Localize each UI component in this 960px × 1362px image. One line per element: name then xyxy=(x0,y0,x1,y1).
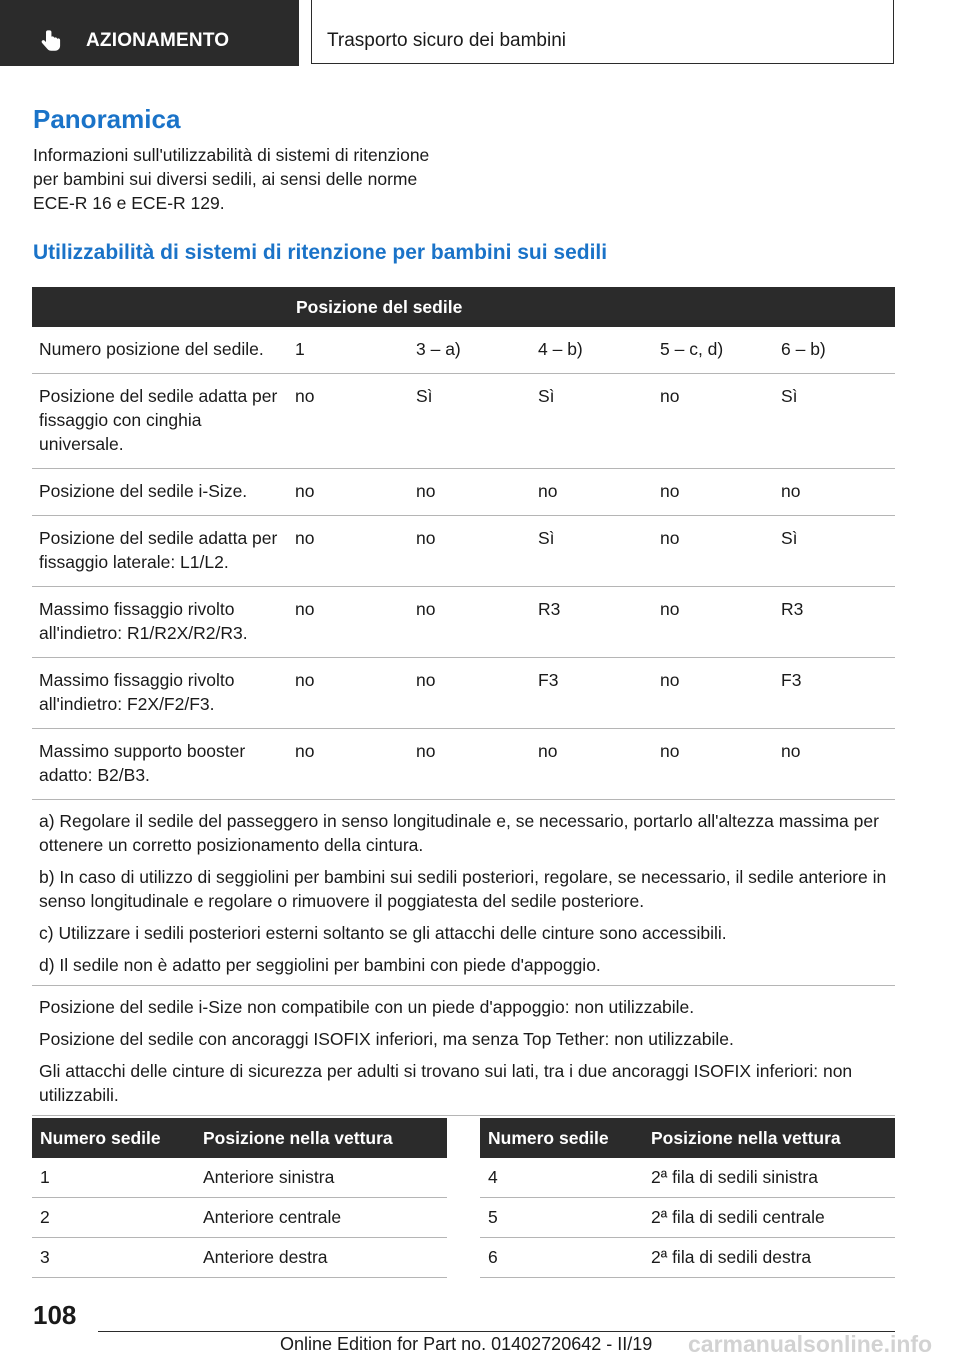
table-cell: 6 – b) xyxy=(774,327,895,374)
page-number: 108 xyxy=(33,1300,77,1330)
section-label: AZIONAMENTO xyxy=(86,30,230,51)
table-row xyxy=(32,1198,447,1238)
seat-number: 4 xyxy=(480,1158,643,1198)
seat-table-left xyxy=(32,1118,447,1278)
note: Gli attacchi delle cinture di sicurezza per adulti si trovano sui lati, tra i due ancoraggi ISOFIX inferiori: non utilizzabili. xyxy=(39,1061,853,1105)
table-cell: no xyxy=(288,374,409,469)
hand-pointer-icon xyxy=(38,28,64,54)
table-row xyxy=(32,327,895,374)
table-cell: no xyxy=(409,729,531,800)
seat-position: 2ª fila di sedili centrale xyxy=(643,1198,895,1238)
table-cell: no xyxy=(409,658,531,729)
table-row xyxy=(480,1198,895,1238)
note: Posizione del sedile i-Size non compatibile con un piede d'appoggio: non utilizzabile. xyxy=(39,997,695,1017)
row-label: Massimo fissaggio rivolto all'indietro: R1/R2X/R2/R3. xyxy=(32,587,288,658)
row-label: Posizione del sedile adatta per fissaggio laterale: L1/L2. xyxy=(32,516,288,587)
seat-number: 2 xyxy=(32,1198,195,1238)
table-row xyxy=(32,516,895,587)
table-header-row xyxy=(32,287,895,327)
table-row xyxy=(32,587,895,658)
row-label: Massimo supporto booster adatto: B2/B3. xyxy=(32,729,288,800)
table-cell: F3 xyxy=(531,658,653,729)
usability-table xyxy=(32,287,895,1116)
table-cell: F3 xyxy=(774,658,895,729)
table-row xyxy=(480,1158,895,1198)
footnotes xyxy=(32,800,895,986)
table-row xyxy=(32,1158,447,1198)
table-cell: R3 xyxy=(531,587,653,658)
page-header xyxy=(0,0,960,66)
table-cell: no xyxy=(409,516,531,587)
seat-table-header xyxy=(480,1118,895,1158)
table-row xyxy=(32,658,895,729)
table-cell: no xyxy=(531,729,653,800)
table-cell: 3 – a) xyxy=(409,327,531,374)
notes-row xyxy=(32,986,895,1116)
table-cell: R3 xyxy=(774,587,895,658)
footnote: a) Regolare il sedile del passeggero in senso longitudinale e, se necessario, portarlo all'altezza massima per ottenere un corretto posizionamento della cintura. xyxy=(39,811,879,855)
table-row xyxy=(32,469,895,516)
table-cell: no xyxy=(288,729,409,800)
table-cell: no xyxy=(653,729,774,800)
table-cell: no xyxy=(653,587,774,658)
table-cell: no xyxy=(531,469,653,516)
row-label: Posizione del sedile adatta per fissaggio con cinghia universale. xyxy=(32,374,288,469)
footnotes-row xyxy=(32,800,895,986)
section-tab[interactable] xyxy=(0,0,299,66)
table-row xyxy=(32,374,895,469)
seat-position: Anteriore sinistra xyxy=(195,1158,447,1198)
table-cell: 1 xyxy=(288,327,409,374)
column-header: Numero sedile xyxy=(480,1118,643,1158)
footnote: b) In caso di utilizzo di seggiolini per bambini sui sedili posteriori, regolare, se necessario, il sedile anteriore in senso longitudinale e regolare o rimuovere il poggiatesta del sedile posteriore. xyxy=(39,867,887,911)
seat-number: 6 xyxy=(480,1238,643,1278)
row-label: Numero posizione del sedile. xyxy=(32,327,288,374)
table-cell: no xyxy=(774,729,895,800)
note: Posizione del sedile con ancoraggi ISOFIX inferiori, ma senza Top Tether: non utilizzabile. xyxy=(39,1029,734,1049)
table-cell: no xyxy=(288,587,409,658)
column-header: Posizione nella vettura xyxy=(195,1118,447,1158)
footnote: d) Il sedile non è adatto per seggiolini per bambini con piede d'appoggio. xyxy=(39,955,601,975)
table-cell: no xyxy=(653,658,774,729)
seat-position: Anteriore destra xyxy=(195,1238,447,1278)
seat-table-header xyxy=(32,1118,447,1158)
seat-number: 5 xyxy=(480,1198,643,1238)
table-cell: 5 – c, d) xyxy=(653,327,774,374)
footnote: c) Utilizzare i sedili posteriori esterni soltanto se gli attacchi delle cinture sono accessibili. xyxy=(39,923,727,943)
section-subtitle: Utilizzabilità di sistemi di ritenzione per bambini sui sedili xyxy=(33,241,608,264)
seat-position: 2ª fila di sedili destra xyxy=(643,1238,895,1278)
table-cell: no xyxy=(653,469,774,516)
table-row xyxy=(480,1238,895,1278)
chapter-title: Trasporto sicuro dei bambini xyxy=(327,30,567,51)
intro-paragraph: Informazioni sull'utilizzabilità di sistemi di ritenzione per bambini sui diversi sedili, ai sensi delle norme ECE-R 16 e ECE-R 129. xyxy=(33,145,430,213)
column-header: Numero sedile xyxy=(32,1118,195,1158)
table-cell: no xyxy=(653,374,774,469)
chapter-tab xyxy=(311,0,894,64)
seat-position: 2ª fila di sedili sinistra xyxy=(643,1158,895,1198)
seat-number: 1 xyxy=(32,1158,195,1198)
table-header-empty xyxy=(32,287,288,327)
notes xyxy=(32,986,895,1116)
table-header: Posizione del sedile xyxy=(288,287,895,327)
seat-position: Anteriore centrale xyxy=(195,1198,447,1238)
row-label: Posizione del sedile i-Size. xyxy=(32,469,288,516)
seat-number: 3 xyxy=(32,1238,195,1278)
table-cell: no xyxy=(288,516,409,587)
table-cell: Sì xyxy=(774,516,895,587)
row-label: Massimo fissaggio rivolto all'indietro: F2X/F2/F3. xyxy=(32,658,288,729)
table-cell: Sì xyxy=(531,374,653,469)
watermark: carmanualsonline.info xyxy=(688,1331,933,1357)
table-cell: no xyxy=(288,658,409,729)
table-cell: Sì xyxy=(409,374,531,469)
table-cell: Sì xyxy=(531,516,653,587)
table-row xyxy=(32,1238,447,1278)
page-title: Panoramica xyxy=(33,104,181,134)
table-cell: no xyxy=(653,516,774,587)
column-header: Posizione nella vettura xyxy=(643,1118,895,1158)
table-row xyxy=(32,729,895,800)
seat-table-right xyxy=(480,1118,895,1278)
edition-text: Online Edition for Part no. 01402720642 - II/19 xyxy=(280,1334,653,1354)
table-cell: no xyxy=(409,587,531,658)
table-cell: no xyxy=(774,469,895,516)
table-cell: 4 – b) xyxy=(531,327,653,374)
table-cell: no xyxy=(409,469,531,516)
table-cell: no xyxy=(288,469,409,516)
table-cell: Sì xyxy=(774,374,895,469)
